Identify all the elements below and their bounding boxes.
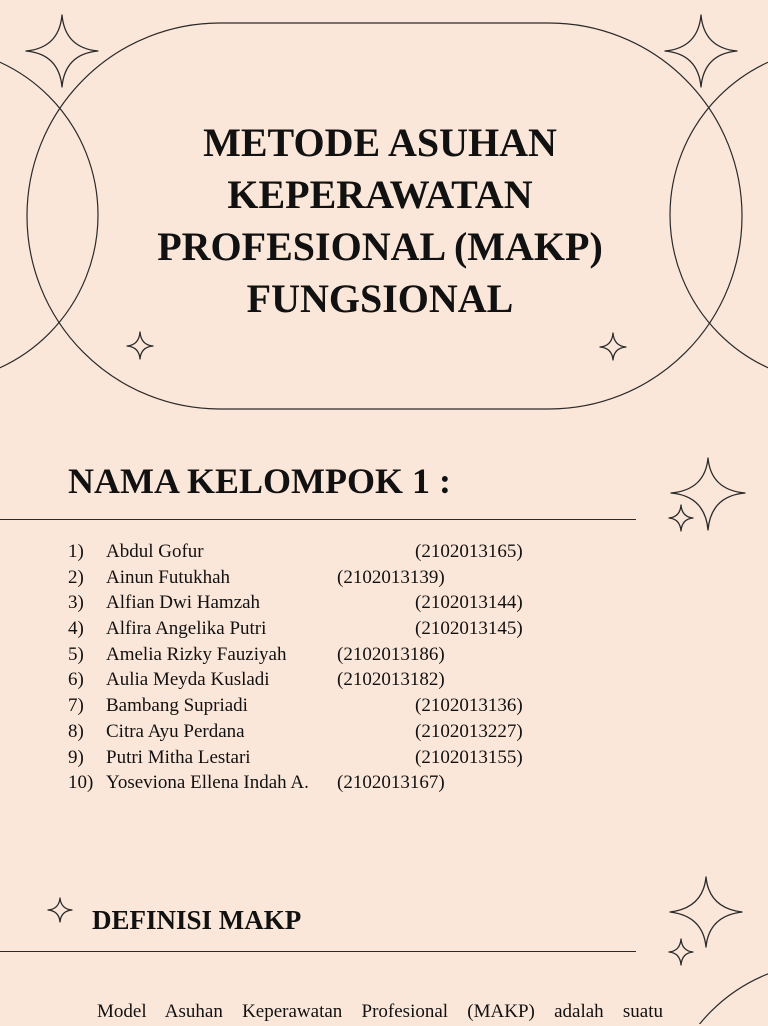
list-number: 3)	[68, 592, 84, 614]
list-item	[68, 667, 588, 693]
list-number: 1)	[68, 541, 84, 562]
list-item	[68, 590, 588, 616]
member-name: Amelia Rizky Fauziyah	[106, 643, 287, 665]
bottom-right-circle	[662, 962, 768, 1024]
sparkle-icon	[671, 458, 745, 530]
member-name: Putri Mitha Lestari	[106, 746, 251, 768]
right-circle	[670, 47, 768, 383]
sparkle-icon	[48, 898, 72, 922]
list-item	[68, 745, 588, 771]
member-nim: (2102013136)	[415, 695, 523, 717]
list-number: 7)	[68, 695, 84, 717]
member-nim: (2102013144)	[415, 592, 523, 614]
member-nim: (2102013139)	[337, 566, 445, 588]
member-name: Yoseviona Ellena Indah A.	[106, 772, 309, 794]
member-nim: (2102013145)	[415, 618, 523, 640]
group-divider	[0, 519, 636, 520]
member-name: Aulia Meyda Kusladi	[106, 669, 270, 691]
list-item	[68, 642, 588, 668]
member-name: Ainun Futukhah	[106, 566, 231, 588]
member-nim: (2102013186)	[337, 643, 445, 665]
list-number: 4)	[68, 618, 84, 640]
left-circle	[0, 47, 98, 383]
definition-divider	[0, 951, 636, 952]
definition-text: Model Asuhan Keperawatan Profesional (MAKP) adalah suatu	[97, 1001, 663, 1022]
member-nim: (2102013165)	[415, 541, 523, 562]
member-nim: (2102013227)	[415, 720, 523, 742]
member-nim: (2102013155)	[415, 746, 523, 768]
list-number: 9)	[68, 746, 84, 768]
list-number: 10)	[68, 772, 94, 794]
title-line: FUNGSIONAL	[246, 276, 514, 321]
list-number: 2)	[68, 566, 84, 588]
sparkle-icon	[669, 939, 693, 965]
list-item	[68, 693, 588, 719]
list-item	[68, 616, 588, 642]
sparkle-icon	[665, 15, 737, 87]
list-number: 6)	[68, 669, 84, 691]
list-item	[68, 539, 588, 565]
member-nim: (2102013167)	[337, 772, 445, 794]
list-item	[68, 770, 588, 796]
member-nim: (2102013182)	[337, 669, 445, 691]
member-name: Alfian Dwi Hamzah	[106, 592, 261, 614]
sparkle-icon	[669, 505, 693, 531]
page-title	[90, 117, 670, 325]
title-line: PROFESIONAL (MAKP)	[157, 224, 603, 269]
list-number: 8)	[68, 720, 84, 742]
list-item	[68, 565, 588, 591]
list-item	[68, 719, 588, 745]
group-heading: NAMA KELOMPOK 1 :	[68, 461, 451, 501]
member-name: Alfira Angelika Putri	[106, 618, 267, 640]
sparkle-icon	[127, 332, 153, 359]
sparkle-icon	[600, 333, 626, 360]
title-line: KEPERAWATAN	[227, 172, 533, 217]
member-name: Bambang Supriadi	[106, 695, 248, 717]
member-name: Citra Ayu Perdana	[106, 720, 245, 742]
sparkle-icon	[670, 877, 742, 947]
title-line: METODE ASUHAN	[203, 120, 557, 165]
list-number: 5)	[68, 643, 84, 665]
member-name: Abdul Gofur	[106, 541, 204, 562]
member-list	[68, 539, 588, 796]
definition-heading: DEFINISI MAKP	[92, 905, 302, 935]
